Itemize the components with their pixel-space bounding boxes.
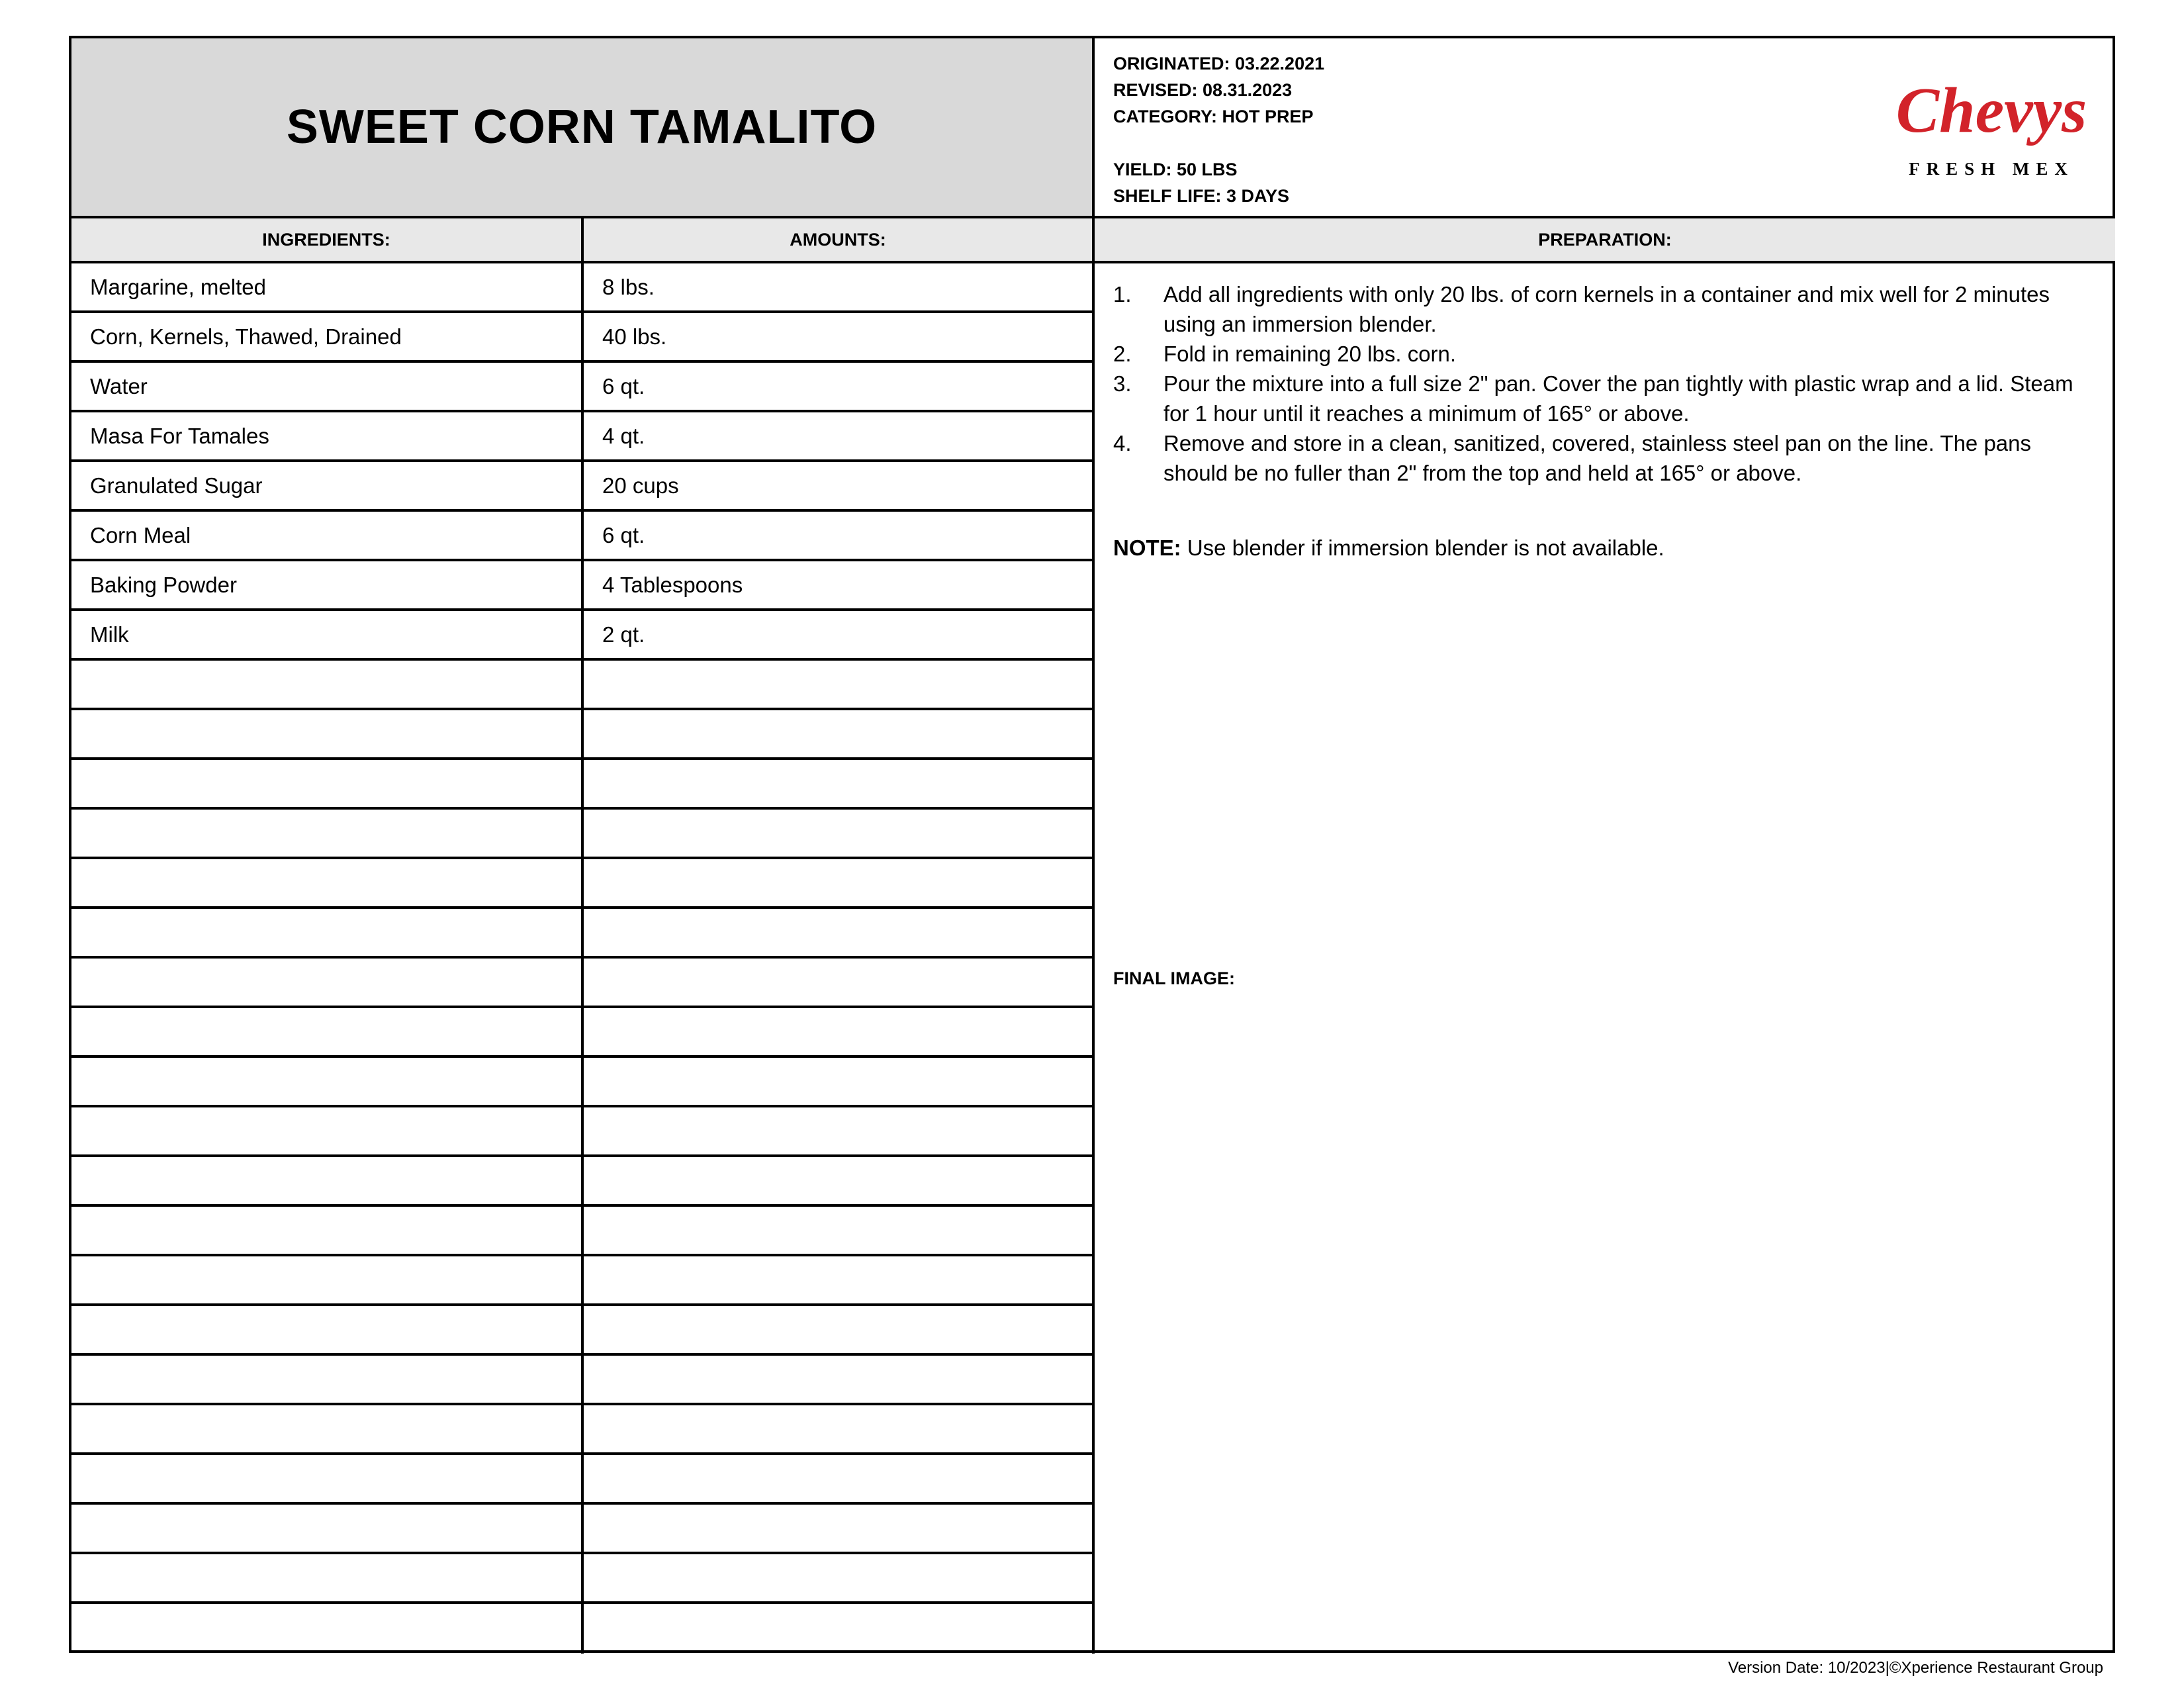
amounts-header: AMOUNTS:	[584, 218, 1095, 263]
table-row	[71, 1058, 1095, 1107]
final-image-label: FINAL IMAGE:	[1113, 968, 1235, 988]
ingredient-name	[71, 1008, 584, 1055]
step-text: Pour the mixture into a full size 2" pan. Cover the pan tightly with plastic wrap and a lid. Steam for 1 hour until it reaches a minimum of 165° or above.	[1163, 371, 2073, 426]
preparation-header: PREPARATION:	[1095, 218, 2115, 263]
ingredient-amount	[584, 810, 1095, 857]
ingredient-amount	[584, 909, 1095, 956]
ingredient-amount	[584, 1058, 1095, 1105]
ingredient-name	[71, 1058, 584, 1105]
ingredient-amount: 4 Tablespoons	[584, 561, 1095, 608]
originated-date: ORIGINATED: 03.22.2021	[1113, 54, 1325, 73]
preparation-step	[1113, 428, 2095, 488]
title-panel	[71, 38, 1095, 218]
ingredient-amount: 6 qt.	[584, 512, 1095, 559]
recipe-card	[69, 36, 2115, 1653]
table-row	[71, 1554, 1095, 1604]
ingredient-amount	[584, 1405, 1095, 1452]
note-label: NOTE:	[1113, 536, 1181, 560]
table-row	[71, 412, 1095, 462]
ingredient-amount	[584, 760, 1095, 807]
table-row	[71, 810, 1095, 859]
ingredient-name	[71, 1207, 584, 1254]
table-row	[71, 512, 1095, 561]
table-row	[71, 561, 1095, 611]
table-row	[71, 1356, 1095, 1405]
table-row	[71, 1604, 1095, 1654]
yield: YIELD: 50 LBS	[1113, 160, 1238, 179]
table-row	[71, 1107, 1095, 1157]
preparation-panel	[1095, 263, 2115, 1653]
revised-date: REVISED: 08.31.2023	[1113, 80, 1293, 100]
step-number: 3.	[1113, 371, 1132, 396]
step-text: Remove and store in a clean, sanitized, covered, stainless steel pan on the line. The pans should be no fuller than 2" from the top and held at 165° or above.	[1163, 431, 2032, 485]
ingredient-amount	[584, 1505, 1095, 1552]
ingredient-name	[71, 1356, 584, 1403]
ingredient-amount	[584, 1157, 1095, 1204]
ingredient-name	[71, 1107, 584, 1154]
shelf-life: SHELF LIFE: 3 DAYS	[1113, 186, 1290, 206]
ingredient-name	[71, 1505, 584, 1552]
table-row	[71, 1207, 1095, 1256]
table-row	[71, 1157, 1095, 1207]
ingredient-amount	[584, 710, 1095, 757]
note-text: Use blender if immersion blender is not available.	[1181, 536, 1664, 560]
ingredient-name: Margarine, melted	[71, 263, 584, 310]
ingredient-name	[71, 1256, 584, 1303]
table-row	[71, 263, 1095, 313]
ingredient-name	[71, 1405, 584, 1452]
recipe-meta	[1095, 38, 2115, 218]
step-number: 2.	[1113, 342, 1132, 366]
ingredient-name: Corn Meal	[71, 512, 584, 559]
ingredient-name: Corn, Kernels, Thawed, Drained	[71, 313, 584, 360]
ingredient-amount	[584, 859, 1095, 906]
logo-tagline: FRESH MEX	[1909, 159, 2074, 179]
table-row	[71, 1306, 1095, 1356]
recipe-title: SWEET CORN TAMALITO	[286, 101, 878, 154]
ingredient-name: Milk	[71, 611, 584, 658]
ingredient-name	[71, 1554, 584, 1601]
chevys-logo	[1895, 62, 2087, 188]
ingredient-name	[71, 760, 584, 807]
table-row	[71, 661, 1095, 710]
table-row	[71, 859, 1095, 909]
ingredient-name	[71, 1455, 584, 1502]
ingredient-amount: 40 lbs.	[584, 313, 1095, 360]
preparation-step	[1113, 339, 2095, 369]
ingredient-name	[71, 1157, 584, 1204]
table-row	[71, 1505, 1095, 1554]
step-text: Fold in remaining 20 lbs. corn.	[1163, 342, 1457, 366]
ingredient-amount	[584, 1207, 1095, 1254]
ingredient-amount: 20 cups	[584, 462, 1095, 509]
ingredient-amount	[584, 1008, 1095, 1055]
ingredient-amount	[584, 1306, 1095, 1353]
ingredient-amount: 4 qt.	[584, 412, 1095, 459]
step-number: 1.	[1113, 282, 1132, 306]
ingredient-name: Masa For Tamales	[71, 412, 584, 459]
category: CATEGORY: HOT PREP	[1113, 107, 1314, 126]
step-text: Add all ingredients with only 20 lbs. of corn kernels in a container and mix well for 2 minutes using an immersion blender.	[1163, 282, 2050, 336]
table-row	[71, 959, 1095, 1008]
table-row	[71, 1455, 1095, 1505]
table-row	[71, 462, 1095, 512]
table-row	[71, 1008, 1095, 1058]
ingredients-table	[71, 263, 1095, 1654]
table-row	[71, 760, 1095, 810]
ingredient-amount	[584, 1356, 1095, 1403]
logo-brand: Chevys	[1895, 75, 2087, 146]
preparation-step	[1113, 369, 2095, 428]
ingredient-name	[71, 810, 584, 857]
note	[1113, 533, 2095, 563]
ingredient-name	[71, 1604, 584, 1654]
step-number: 4.	[1113, 431, 1132, 455]
ingredient-amount	[584, 1604, 1095, 1654]
ingredient-name	[71, 909, 584, 956]
table-row	[71, 611, 1095, 661]
ingredient-amount	[584, 1455, 1095, 1502]
table-row	[71, 363, 1095, 412]
ingredient-amount	[584, 959, 1095, 1006]
table-row	[71, 710, 1095, 760]
table-row	[71, 1256, 1095, 1306]
table-row	[71, 1405, 1095, 1455]
ingredient-name	[71, 710, 584, 757]
ingredient-name	[71, 959, 584, 1006]
ingredient-name	[71, 661, 584, 708]
ingredient-amount	[584, 1107, 1095, 1154]
version-footer: Version Date: 10/2023|©Xperience Restaurant Group	[1728, 1659, 2103, 1677]
ingredient-amount	[584, 1554, 1095, 1601]
ingredient-name	[71, 1306, 584, 1353]
ingredient-amount: 2 qt.	[584, 611, 1095, 658]
ingredient-amount	[584, 661, 1095, 708]
preparation-step	[1113, 279, 2095, 339]
ingredients-header: INGREDIENTS:	[71, 218, 584, 263]
preparation-steps	[1113, 279, 2095, 488]
ingredient-name	[71, 859, 584, 906]
ingredient-amount	[584, 1256, 1095, 1303]
ingredient-amount: 6 qt.	[584, 363, 1095, 410]
table-row	[71, 313, 1095, 363]
ingredient-name: Granulated Sugar	[71, 462, 584, 509]
ingredient-name: Water	[71, 363, 584, 410]
ingredient-amount: 8 lbs.	[584, 263, 1095, 310]
ingredient-name: Baking Powder	[71, 561, 584, 608]
table-row	[71, 909, 1095, 959]
